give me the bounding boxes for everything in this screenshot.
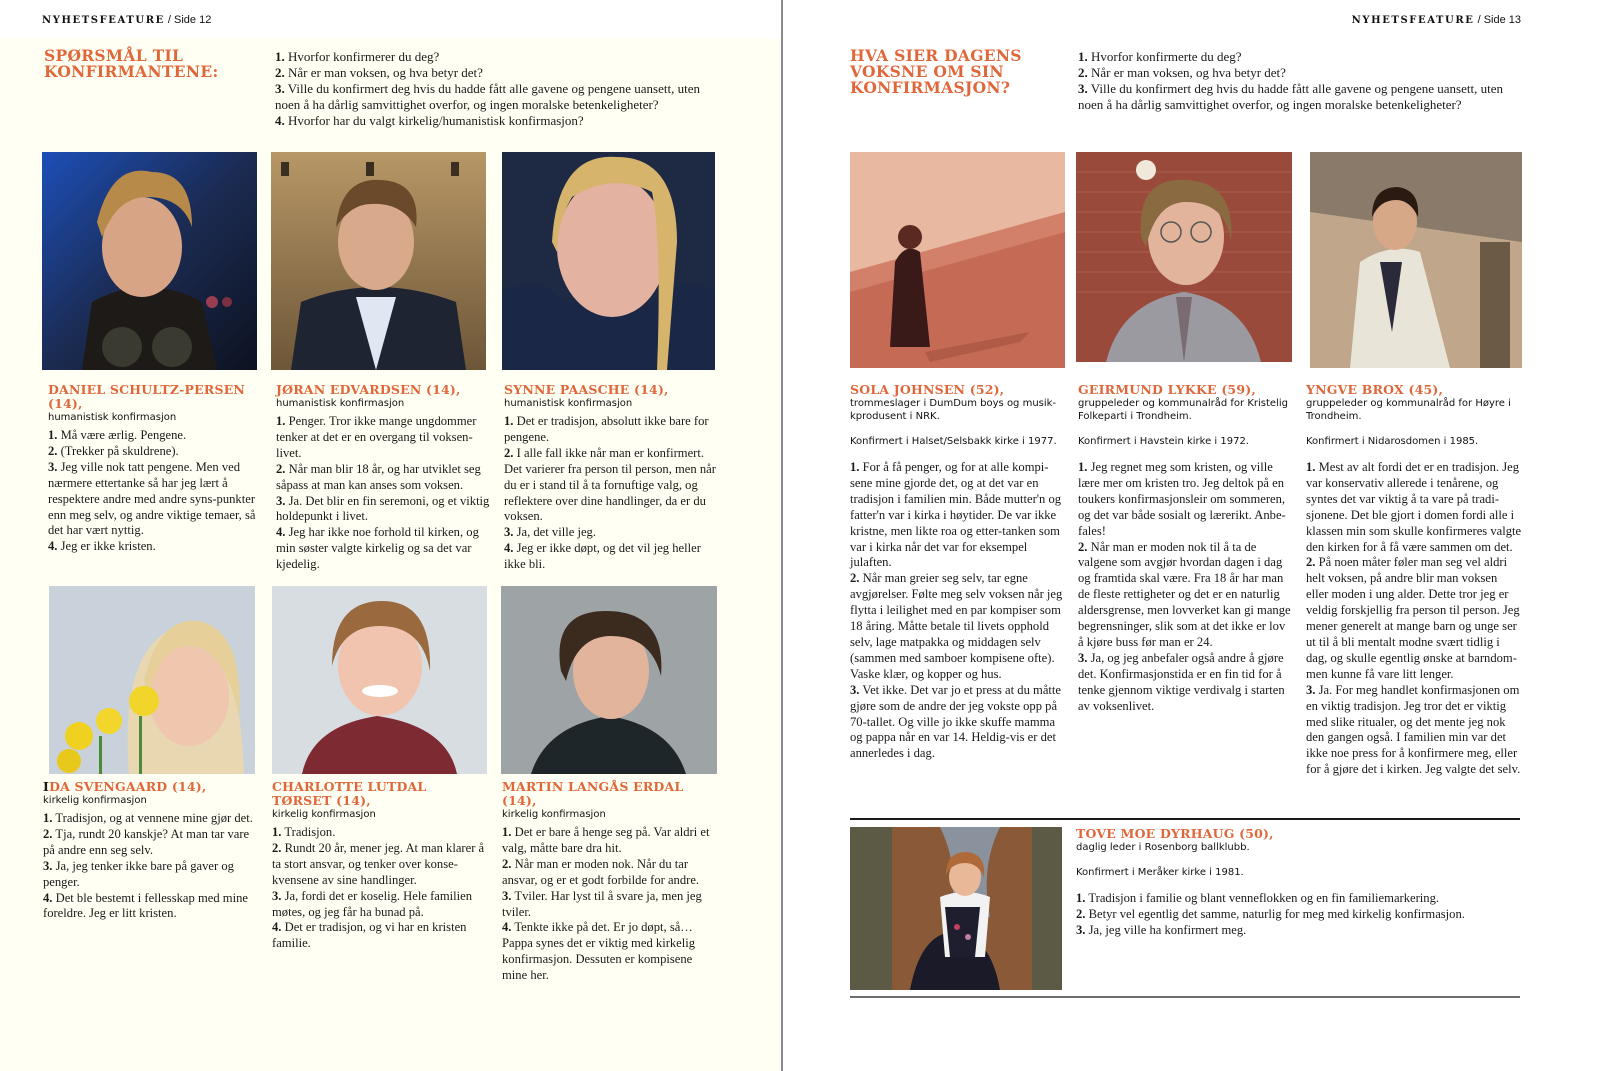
person-card-joran bbox=[276, 383, 491, 573]
confirmation-info: Konfirmert i Nidarosdomen i 1985. bbox=[1306, 436, 1479, 447]
answers bbox=[43, 811, 261, 922]
answer-item: 1. Tradisjon i familie og blant venneflokken og en fin familiemarkering. bbox=[1076, 891, 1440, 905]
person-name-initial: I bbox=[43, 779, 50, 794]
answer-item: 2. Når man er moden nok til å ta de valgene som avgjør hvordan dagen i dag og framtida skal være. Fra 18 år har man de fleste rettigheter og det er en naturlig aldersgrense, men lovverket kan gi mange begrensninger, slik som at det ikke er lov å kjøre buss før man er 24. bbox=[1078, 539, 1291, 649]
photo-tove-moe-dyrhaug bbox=[850, 827, 1062, 990]
section-divider-top bbox=[850, 818, 1520, 820]
answer-item: 4. Tenkte ikke på det. Er jo døpt, så… Pappa synes det er viktig med kirkelig konfirmasjon. Dessuten er kompisene mine her. bbox=[502, 920, 696, 983]
person-card-sola bbox=[850, 383, 1065, 762]
answer-item: 1. For å få penger, og for at alle kompi-sene mine gjorde det, og at det var en tradisjon i familien min. Både mutter'n og fatter'n var i kirka i høytider. De var ikke kristne, men likte roa og etter-tanken som var i kirka når det var for eksempel julaften. bbox=[850, 460, 1062, 570]
answer-item: 3. Ja, fordi det er koselig. Hele familien møtes, og jeg får ha bunad på. bbox=[272, 888, 473, 919]
answer-item: 2. Tja, rundt 20 kanskje? At man tar vare på andre enn seg selv. bbox=[43, 826, 250, 857]
question-item: 2. Når er man voksen, og hva betyr det? bbox=[1078, 65, 1286, 80]
section-label: NYHETSFEATURE bbox=[42, 15, 165, 26]
answer-item: 2. Betyr vel egentlig det samme, naturlig for meg med kirkelig konfirmasjon. bbox=[1076, 906, 1465, 921]
answer-item: 4. Det ble bestemt i fellesskap med mine foreldre. Jeg er litt kristen. bbox=[43, 890, 248, 921]
answer-item: 3. Ja, jeg ville ha konfirmert meg. bbox=[1076, 922, 1247, 937]
answer-item: 3. Ja. Det blir en fin seremoni, og et viktig holdepunkt i livet. bbox=[276, 493, 490, 524]
person-name: IDA SVENGAARD (14), bbox=[43, 779, 207, 794]
question-item: 3. Ville du konfirmert deg hvis du hadde fått alle gavene og pengene uansett, uten noen å ha dårlig samvittighet overfor, og ingen moralske betenkeligheter? bbox=[275, 81, 700, 112]
confirmation-info: Konfirmert i Havstein kirke i 1972. bbox=[1078, 436, 1249, 447]
person-card-tove bbox=[1076, 827, 1521, 939]
answers bbox=[504, 414, 719, 573]
person-role: daglig leder i Rosenborg ballklubb. bbox=[1076, 842, 1250, 853]
answers bbox=[48, 428, 263, 555]
answer-item: 2. Rundt 20 år, mener jeg. At man klarer å ta stort ansvar, og tenker over konse-kvensene av sine handlinger. bbox=[272, 840, 485, 887]
confirmation-info: Konfirmert i Meråker kirke i 1981. bbox=[1076, 867, 1244, 878]
answer-item: 4. Det er tradisjon, og vi har en kristen familie. bbox=[272, 920, 467, 951]
photo-yngve-brox bbox=[1310, 152, 1522, 368]
person-role: gruppeleder og kommunalråd for Kristelig Folkeparti i Trondheim. bbox=[1078, 398, 1288, 422]
answer-item: 3. Jeg ville nok tatt pengene. Men ved nærmere ettertanke så har jeg lært å respektere andre med andre syns-punkter enn meg selv, og andre viktige temaer, så det har vært nyttig. bbox=[48, 459, 256, 538]
person-card-geirmund bbox=[1078, 383, 1293, 715]
question-item: 3. Ville du konfirmert deg hvis du hadde fått alle gavene og pengene uansett, uten noen å ha dårlig samvittighet overfor, og ingen moralske betenkeligheter? bbox=[1078, 81, 1503, 112]
right-headline: HVA SIER DAGENS VOKSNE OM SIN KONFIRMASJON? bbox=[850, 46, 1022, 97]
answers bbox=[1076, 891, 1521, 939]
confirmation-type: kirkelig konfirmasjon bbox=[502, 809, 606, 820]
person-card-charlotte bbox=[272, 780, 487, 952]
person-card-synne bbox=[504, 383, 719, 573]
page-number: / Side 12 bbox=[167, 14, 212, 26]
person-name: TOVE MOE DYRHAUG (50), bbox=[1076, 826, 1274, 841]
person-role: trommeslager i DumDum boys og musik-kprodusent i NRK. bbox=[850, 398, 1057, 422]
answer-item: 1. Mest av alt fordi det er en tradisjon. Jeg var konservativ allerede i tenårene, og syntes det var viktig å ta vare på tradi-sjonene. Det ble gjort i domen fordi alle i klassen min som skulle konfirmeres valgte den kirken for å få være sammen om det. bbox=[1306, 460, 1522, 554]
person-name: JØRAN EDVARDSEN (14), bbox=[276, 382, 461, 397]
confirmation-type: humanistisk konfirmasjon bbox=[504, 398, 633, 409]
answer-item: 1. Må være ærlig. Pengene. bbox=[48, 428, 187, 442]
photo-geirmund-lykke bbox=[1076, 152, 1292, 362]
person-name: SOLA JOHNSEN (52), bbox=[850, 382, 1005, 397]
answer-item: 2. I alle fall ikke når man er konfirmert. Det varierer fra person til person, men når du er i stand til å ta fornuftige valg, og reflektere over dine handlinger, da er du voksen. bbox=[504, 445, 716, 524]
answers bbox=[276, 414, 491, 573]
question-item: 4. Hvorfor har du valgt kirkelig/humanistisk konfirmasjon? bbox=[275, 113, 584, 128]
question-item: 2. Når er man voksen, og hva betyr det? bbox=[275, 65, 483, 80]
answer-item: 2. Når man greier seg selv, tar egne avgjørelser. Følte meg selv voksen når jeg flytta i leilighet med en par kompiser som 18 åring. Måtte betale til livets opphold selv, lage matpakka og middagen selv (sammen med samboer kompisene ofte). Vaske klær, og kopper og hus. bbox=[850, 571, 1063, 681]
answer-item: 3. Vet ikke. Det var jo et press at du måtte gjøre som de andre der jeg vokste opp på 70-tallet. Og ville jo ikke skuffe mamma og pappa når en var 14. Heldig-vis er det annerledes i dag. bbox=[850, 682, 1062, 761]
photo-martin-langas-erdal bbox=[501, 586, 717, 774]
person-card-martin bbox=[502, 780, 720, 984]
answer-item: 2. På noen måter føler man seg vel aldri helt voksen, på andre blir man voksen eller moden i ung alder. Dette tror jeg er veldig forskjellig fra person til person. Jeg mener generelt at mange barn og unge ser ut til å bli mentalt modne svært tidlig i dag, og skulle egentlig ønske at barndom-men kunne få vare litt lenger. bbox=[1306, 555, 1520, 681]
answer-item: 4. Jeg er ikke døpt, og det vil jeg heller ikke bli. bbox=[504, 541, 701, 572]
person-card-ida bbox=[43, 780, 261, 922]
answer-item: 3. Ja. For meg handlet konfirmasjonen om en viktig tradisjon. Jeg tror det er viktig med slike ritualer, og det mente jeg nok den gangen også. I familien min var det ikke noe press for å konfirmere meg, eller for å gjøre det i kirken. Jeg valgte det selv. bbox=[1306, 682, 1521, 777]
person-card-yngve bbox=[1306, 383, 1522, 778]
answer-item: 3. Ja, jeg tenker ikke bare på gaver og penger. bbox=[43, 858, 234, 889]
answer-item: 1. Jeg regnet meg som kristen, og ville lære mer om kristen tro. Jeg deltok på en toukers konfirmasjonsleir om sommeren, og det var både sosialt og lærerikt. Anbe-fales! bbox=[1078, 460, 1286, 538]
left-question-list bbox=[275, 49, 715, 129]
confirmation-type: kirkelig konfirmasjon bbox=[43, 795, 147, 806]
photo-sola-johnsen bbox=[850, 152, 1065, 368]
answer-item: 2. Når man er moden nok. Når du tar ansvar, og er et godt forbilde for andre. bbox=[502, 856, 700, 887]
person-name: CHARLOTTE LUTDAL TØRSET (14), bbox=[272, 779, 427, 808]
answer-item: 4. Jeg er ikke kristen. bbox=[48, 539, 156, 554]
left-folio bbox=[42, 14, 211, 26]
right-question-list bbox=[1078, 49, 1518, 113]
right-folio bbox=[1352, 14, 1521, 26]
photo-daniel-schultz-persen bbox=[42, 152, 257, 370]
person-card-daniel bbox=[48, 383, 263, 555]
answer-item: 4. Jeg har ikke noe forhold til kirken, og min søster valgte kirkelig og sa det var kjedelig. bbox=[276, 525, 479, 572]
answer-item: 1. Penger. Tror ikke mange ungdommer tenker at det er en overgang til voksen-livet. bbox=[276, 414, 477, 460]
left-headline: SPØRSMÅL TIL KONFIRMANTENE: bbox=[44, 46, 219, 81]
answers bbox=[272, 825, 487, 952]
photo-synne-paasche bbox=[502, 152, 715, 370]
answers bbox=[1078, 460, 1293, 715]
answer-item: 1. Tradisjon. bbox=[272, 825, 336, 839]
answer-item: 1. Det er bare å henge seg på. Var aldri et valg, måtte bare dra hit. bbox=[502, 825, 710, 855]
person-name: YNGVE BROX (45), bbox=[1306, 382, 1444, 397]
confirmation-info: Konfirmert i Halset/Selsbakk kirke i 1977. bbox=[850, 436, 1057, 447]
section-divider-bottom bbox=[850, 996, 1520, 998]
answer-item: 3. Tviler. Har lyst til å svare ja, men jeg tviler. bbox=[502, 888, 702, 919]
answer-item: 2. Når man blir 18 år, og har utviklet seg såpass at man kan anses som voksen. bbox=[276, 461, 481, 492]
photo-joran-edvardsen bbox=[271, 152, 486, 370]
answer-item: 1. Tradisjon, og at vennene mine gjør det. bbox=[43, 811, 253, 825]
question-item: 1. Hvorfor konfirmerte du deg? bbox=[1078, 49, 1242, 64]
answer-item: 1. Det er tradisjon, absolutt ikke bare for pengene. bbox=[504, 414, 709, 444]
photo-ida-svengaard bbox=[49, 586, 255, 774]
question-item: 1. Hvorfor konfirmerer du deg? bbox=[275, 49, 440, 64]
answer-item: 2. (Trekker på skuldrene). bbox=[48, 443, 179, 458]
answer-item: 3. Ja, det ville jeg. bbox=[504, 525, 596, 540]
person-name: DANIEL SCHULTZ-PERSEN (14), bbox=[48, 382, 246, 411]
answers bbox=[1306, 460, 1522, 778]
answer-item: 3. Ja, og jeg anbefaler også andre å gjøre det. Konfirmasjonstida er en fin tid for å tenke gjennom viktige verdivalg i starten av voksenlivet. bbox=[1078, 650, 1285, 713]
person-name: SYNNE PAASCHE (14), bbox=[504, 382, 669, 397]
confirmation-type: humanistisk konfirmasjon bbox=[276, 398, 405, 409]
page-number: / Side 13 bbox=[1477, 14, 1521, 26]
answers bbox=[502, 825, 720, 984]
person-name: MARTIN LANGÅS ERDAL (14), bbox=[502, 779, 684, 808]
answers bbox=[850, 460, 1065, 762]
confirmation-type: humanistisk konfirmasjon bbox=[48, 412, 177, 423]
person-role: gruppeleder og kommunalråd for Høyre i Trondheim. bbox=[1306, 398, 1511, 422]
section-label: NYHETSFEATURE bbox=[1351, 15, 1475, 26]
photo-charlotte-lutdal-torset bbox=[272, 586, 487, 774]
confirmation-type: kirkelig konfirmasjon bbox=[272, 809, 376, 820]
person-name: GEIRMUND LYKKE (59), bbox=[1078, 382, 1256, 397]
